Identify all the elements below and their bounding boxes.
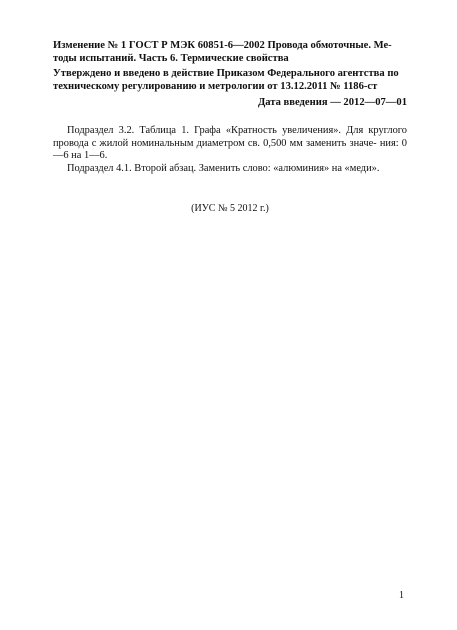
document-title bbox=[53, 39, 407, 65]
effective-date: Дата введения — 2012—07—01 bbox=[257, 97, 407, 108]
approval-statement bbox=[53, 67, 407, 93]
paragraph1-line-3: ния: 0—6 на 1—6. bbox=[53, 137, 407, 162]
title-line-2: тоды испытаний. Часть 6. Термические свойства bbox=[53, 53, 289, 64]
paragraph-subsection-3-2 bbox=[53, 125, 407, 163]
approval-line-2: техническому регулированию и метрологии от 13.12.2011 № 1186-ст bbox=[53, 81, 378, 92]
title-line-1: Изменение № 1 ГОСТ Р МЭК 60851-6—2002 Провода обмоточные. Ме- bbox=[53, 40, 392, 51]
paragraph1-line-1: Подраздел 3.2. Таблица 1. Графа «Кратность увеличения». Для круглого bbox=[67, 125, 407, 136]
paragraph1-line-2: провода с жилой номинальным диаметром св. 0,500 мм заменить значе- bbox=[53, 137, 380, 149]
approval-line-1: Утверждено и введено в действие Приказом Федерального агентства по bbox=[53, 68, 399, 79]
ius-reference: (ИУС № 5 2012 г.) bbox=[191, 203, 269, 214]
paragraph-subsection-4-1: Подраздел 4.1. Второй абзац. Заменить слово: «алюминия» на «меди». bbox=[67, 163, 380, 174]
page-number: 1 bbox=[399, 590, 404, 601]
